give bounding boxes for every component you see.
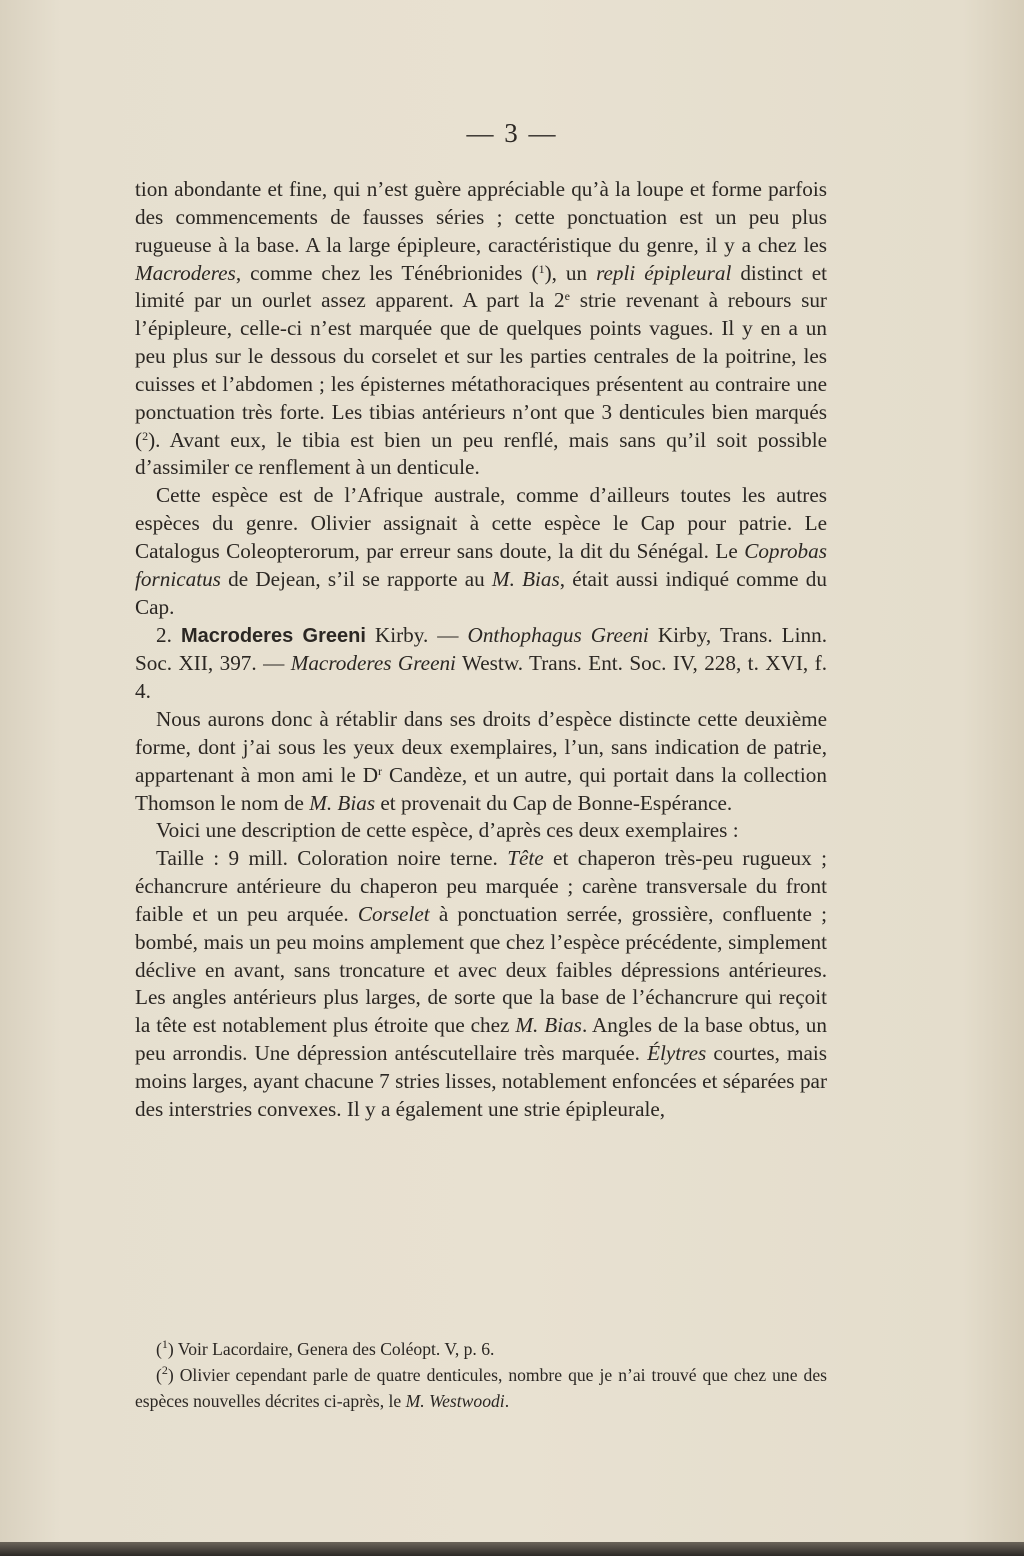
- text-run: Taille : 9 mill. Coloration noire terne.: [156, 846, 508, 871]
- italic-text: M. Bias: [309, 790, 376, 815]
- text-run: ) Voir Lacordaire, Genera des Coléopt. V, p. 6.: [167, 1339, 495, 1359]
- italic-text: Coprobas fornicatus: [135, 538, 827, 591]
- italic-text: M. Bias: [491, 566, 560, 591]
- text-run: et chaperon très-peu rugueux ; échancrure antérieure du chaperon peu marquée ; carène transversale du front faible et un peu arquée.: [135, 846, 827, 926]
- text-run: tion abondante et fine, qui n’est guère appréciable qu’à la loupe et forme parfois des commencements de fausses séries ; cette ponctuation est un peu plus rugueuse à la base. A la large épipleure, caractéristique du genre, il y a chez les: [135, 177, 827, 257]
- text-run: à ponctuation serrée, grossière, confluente ; bombé, mais un peu moins amplement que chez l’espèce précédente, simplement déclive en avant, sans troncature et avec deux faibles dépressions antérieures. Les angles antérieurs plus larges, de sorte que la base de l’échancrure qui reçoit la tête est notablement plus étroite que chez: [135, 901, 827, 1038]
- italic-text: Élytres: [647, 1041, 707, 1066]
- footnote-marker: r: [378, 763, 383, 778]
- footnote: [135, 1336, 827, 1362]
- text-run: Kirby, Trans. Linn. Soc. XII, 397. —: [135, 622, 828, 676]
- text-run: ), un: [544, 260, 597, 285]
- text-run: strie revenant à rebours sur l’épipleure, celle-ci n’est marquée que de quelques points vagues. Il y en a un peu plus sur le dessous du corselet et sur les parties centrales de la poitrine, les cuisses et l’abdomen ; les épisternes métathoraciques présentent au contraire une ponctuation très forte. Les tibias antérieurs n’ont que 3 denticules bien marqués (: [135, 288, 827, 452]
- page-number: — 3 —: [466, 118, 558, 148]
- text-run: courtes, mais moins larges, ayant chacune 7 stries lisses, notablement enfoncées et séparées par des interstries convexes. Il y a également une strie épipleurale,: [135, 1041, 827, 1121]
- footnote-marker: 2: [142, 428, 149, 443]
- page-bottom-edge: [0, 1542, 1024, 1556]
- paragraph: [135, 706, 827, 817]
- footnote-marker: 1: [538, 261, 545, 276]
- text-run: Nous aurons donc à rétablir dans ses droits d’espèce distincte cette deuxième forme, dont j’ai sous les yeux deux exemplaires, l’un, sans indication de patrie, appartenant à mon ami le D: [135, 707, 827, 787]
- footnote: [135, 1362, 827, 1414]
- italic-text: repli épipleural: [596, 260, 732, 285]
- text-run: 2.: [156, 622, 181, 647]
- text-run: et provenait du Cap de Bonne-Espérance.: [375, 790, 733, 815]
- text-run: (: [156, 1365, 162, 1385]
- paragraph: [135, 622, 827, 707]
- paragraph: [135, 845, 827, 1123]
- text-run: distinct et limité par un ourlet assez apparent. A part la 2: [135, 260, 827, 313]
- text-run: Kirby. —: [365, 622, 468, 647]
- italic-text: M. Westwoodi: [405, 1391, 505, 1411]
- footnote-marker: 2: [161, 1363, 168, 1377]
- italic-text: Macroderes Greeni: [290, 651, 456, 676]
- text-run: .: [504, 1391, 510, 1411]
- text-run: , était aussi indiqué comme du Cap.: [135, 566, 827, 619]
- text-run: Cette espèce est de l’Afrique australe, comme d’ailleurs toutes les autres espèces du genre. Olivier assignait à cette espèce le Cap pour patrie. Le Catalogus Coleopterorum, par erreur sans doute, la dit du Sénégal. Le: [135, 483, 827, 563]
- species-name: Macroderes Greeni: [180, 624, 366, 647]
- text-run: Candèze, et un autre, qui portait dans la collection Thomson le nom de: [135, 762, 827, 815]
- text-run: Westw. Trans. Ent. Soc. IV, 228, t. XVI, f. 4.: [135, 651, 827, 704]
- italic-text: Macroderes: [135, 260, 236, 285]
- paragraph: [135, 482, 827, 621]
- italic-text: Tête: [507, 846, 544, 871]
- footnotes: [135, 1336, 827, 1414]
- text-run: (: [156, 1339, 162, 1359]
- italic-text: M. Bias: [515, 1013, 582, 1038]
- text-run: . Angles de la base obtus, un peu arrondis. Une dépression antéscutellaire très marquée.: [135, 1013, 827, 1066]
- footnote-marker: e: [564, 289, 570, 304]
- italic-text: Onthophagus Greeni: [467, 622, 649, 647]
- text-run: ). Avant eux, le tibia est bien un peu renflé, mais sans qu’il soit possible d’assimiler ce renflement à un denticule.: [135, 427, 827, 480]
- paragraph: [135, 176, 827, 482]
- text-run: Voici une description de cette espèce, d’après ces deux exemplaires :: [156, 818, 739, 843]
- text-run: ) Olivier cependant parle de quatre denticules, nombre que je n’ai trouvé que chez une des espèces nouvelles décrites ci-après, le: [135, 1365, 827, 1411]
- body-text: [135, 176, 827, 1124]
- footnote-marker: 1: [161, 1337, 168, 1351]
- text-run: de Dejean, s’il se rapporte au: [220, 566, 492, 591]
- paragraph: [135, 817, 827, 845]
- text-run: , comme chez les Ténébrionides (: [235, 260, 539, 285]
- italic-text: Corselet: [357, 901, 430, 926]
